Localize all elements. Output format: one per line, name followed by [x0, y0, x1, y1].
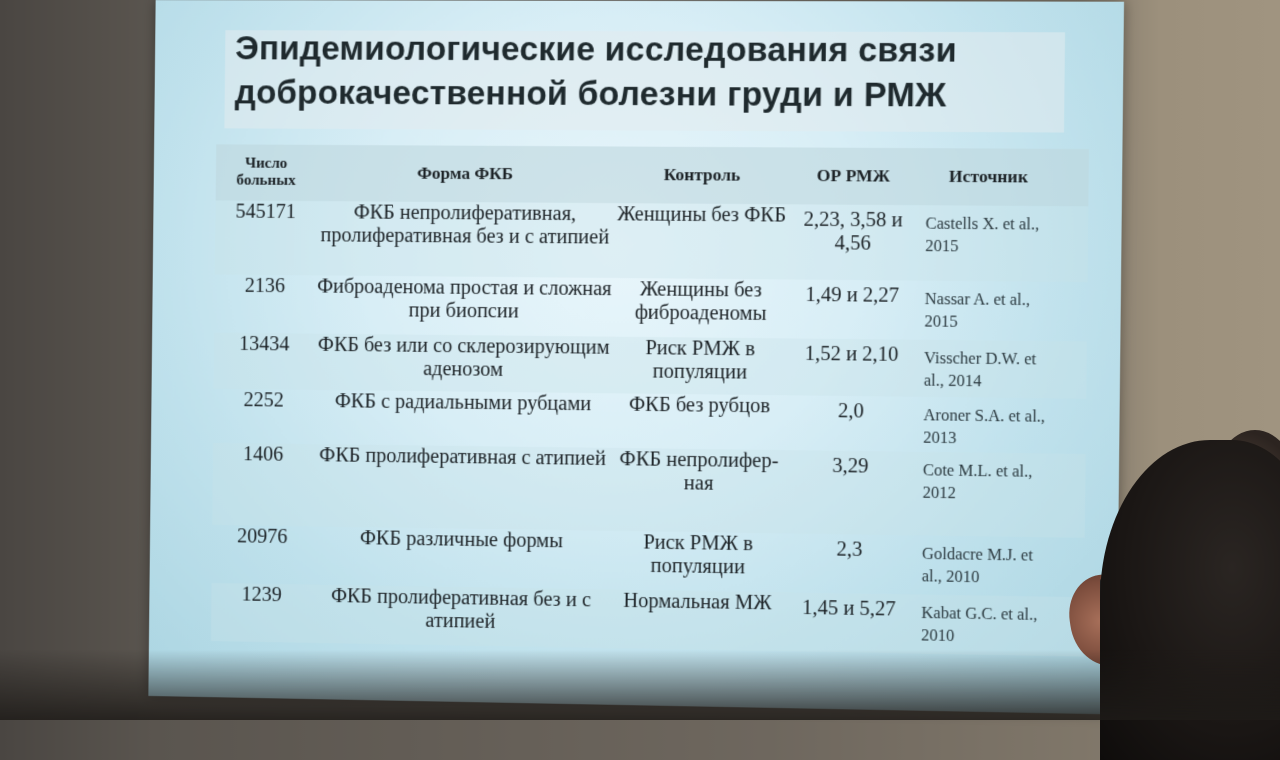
table-row — [214, 333, 1087, 399]
cell-relative-risk: 3,29 — [832, 454, 869, 478]
cell-relative-risk: 1,52 и 2,10 — [804, 342, 899, 367]
projection-screen — [148, 0, 1124, 714]
table-row — [215, 200, 1088, 282]
cell-relative-risk: 1,49 и 2,27 — [805, 283, 900, 307]
cell-source: Visscher D.W. et al., 2014 — [923, 349, 1037, 391]
table-row — [214, 275, 1087, 342]
cell-form: ФКБ различные формы — [359, 527, 564, 553]
cell-control: Риск РМЖ в популяции — [643, 531, 753, 579]
cell-patients: 1406 — [242, 443, 284, 466]
cell-control: Женщины без ФКБ — [617, 203, 787, 227]
cell-source: Aroner S.A. et al., 2013 — [923, 407, 1046, 448]
cell-control: Женщины без фиброаденомы — [634, 278, 767, 325]
cell-patients: 13434 — [239, 332, 290, 356]
table-header — [216, 144, 1089, 206]
slide-title: Эпидемиологические исследования связи доброкачественной болезни груди и РМЖ — [234, 29, 958, 114]
table-row — [212, 443, 1085, 538]
header-patients: Число больных — [236, 155, 296, 189]
cell-form: Фиброаденома простая и сложная при биопсии — [317, 275, 612, 323]
cell-form: ФКБ без или со склерозирующим аденозом — [317, 333, 610, 381]
cell-relative-risk: 1,45 и 5,27 — [801, 596, 896, 621]
cell-patients: 545171 — [235, 200, 296, 224]
cell-control: Риск РМЖ в популяции — [645, 336, 756, 384]
cell-source: Cote M.L. et al., 2012 — [922, 462, 1033, 503]
cell-control: ФКБ непролифер-ная — [619, 448, 779, 495]
header-relative-risk: ОР РМЖ — [816, 165, 891, 186]
header-control: Контроль — [663, 164, 741, 185]
cell-control: ФКБ без рубцов — [628, 393, 771, 418]
cell-patients: 20976 — [237, 525, 288, 549]
cell-form: ФКБ пролиферативная с атипией — [319, 444, 606, 471]
cell-patients: 2252 — [243, 389, 284, 412]
cell-relative-risk: 2,0 — [837, 399, 864, 423]
cell-relative-risk: 2,23, 3,58 и 4,56 — [803, 208, 903, 255]
cell-source: Kabat G.C. et al., 2010 — [921, 604, 1038, 646]
cell-patients: 2136 — [244, 274, 286, 298]
cell-source: Castells X. et al., 2015 — [925, 215, 1040, 256]
room-floor-shadow — [0, 650, 1280, 720]
cell-control: Нормальная МЖ — [623, 589, 772, 615]
cell-form: ФКБ с радиальными рубцами — [334, 390, 592, 416]
header-source: Источник — [948, 166, 1029, 187]
studies-table — [211, 144, 1089, 656]
cell-source: Nassar A. et al., 2015 — [924, 290, 1031, 331]
cell-relative-risk: 2,3 — [836, 538, 863, 562]
cell-patients: 1239 — [241, 583, 282, 607]
cell-form: ФКБ пролиферативная без и с атипией — [330, 584, 592, 633]
header-form: Форма ФКБ — [416, 163, 514, 184]
cell-source: Goldacre M.J. et al., 2010 — [921, 545, 1034, 587]
cell-form: ФКБ непролиферативная, пролиферативная без и с атипией — [320, 201, 610, 249]
